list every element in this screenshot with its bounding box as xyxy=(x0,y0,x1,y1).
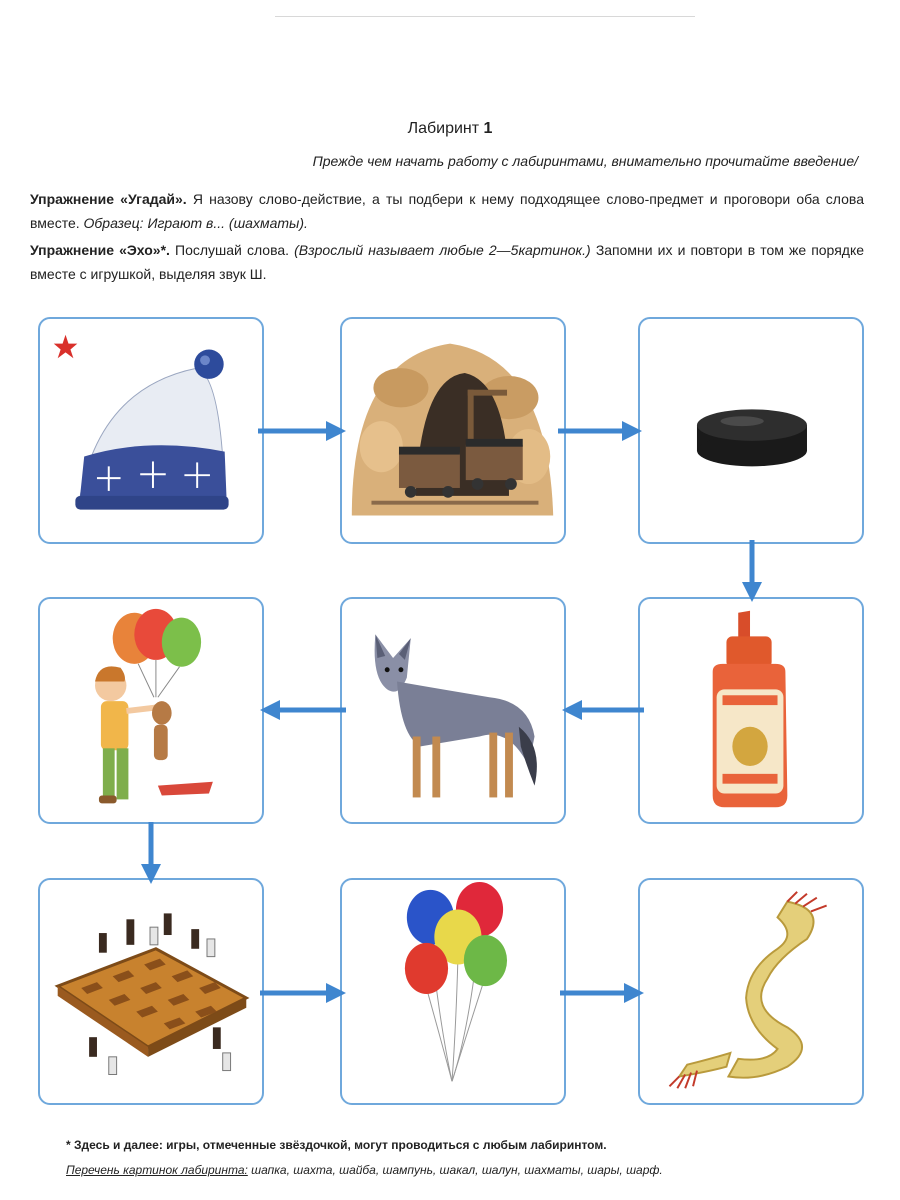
exercise-guess xyxy=(30,187,864,235)
mine-picture xyxy=(342,319,564,542)
card-boy xyxy=(38,597,264,824)
star-icon xyxy=(54,335,78,359)
intro-note: Прежде чем начать работу с лабиринтами, внимательно прочитайте введение/ xyxy=(312,153,858,169)
page-title xyxy=(0,120,900,138)
card-scarf xyxy=(638,878,864,1105)
top-rule xyxy=(275,16,695,17)
card-hat xyxy=(38,317,264,544)
boy-picture xyxy=(40,599,262,822)
picture-list-label: Перечень картинок лабиринта: xyxy=(66,1163,248,1177)
puck-picture xyxy=(640,319,862,542)
shampoo-picture xyxy=(640,599,862,822)
card-jackal xyxy=(340,597,566,824)
title-number: 1 xyxy=(483,120,493,137)
exercise-echo xyxy=(30,238,864,286)
exercise-guess-name: Упражнение «Угадай». xyxy=(30,191,187,207)
card-chess xyxy=(38,878,264,1105)
title-text: Лабиринт xyxy=(407,120,480,137)
picture-list xyxy=(66,1163,663,1177)
card-balloons xyxy=(340,878,566,1105)
exercise-echo-note: (Взрослый называет любые 2—5картинок.) xyxy=(294,242,591,258)
card-mine xyxy=(340,317,566,544)
scarf-picture xyxy=(640,880,862,1103)
hat-picture xyxy=(40,319,262,542)
card-shampoo xyxy=(638,597,864,824)
balloons-picture xyxy=(342,880,564,1103)
footnote: * Здесь и далее: игры, отмеченные звёздочкой, могут проводиться с любым лабиринтом. xyxy=(66,1138,607,1152)
chess-picture xyxy=(40,880,262,1103)
jackal-picture xyxy=(342,599,564,822)
exercise-echo-text2: Запомни их и повтори в том же порядке вместе с игрушкой, выделяя звук Ш. xyxy=(30,242,865,282)
exercise-guess-text: Я назову слово-действие, а ты подбери к нему подходящее слово-предмет и проговори оба слова вместе. xyxy=(30,191,864,231)
exercise-echo-name: Упражнение «Эхо»*. xyxy=(30,242,170,258)
card-puck xyxy=(638,317,864,544)
exercise-echo-text: Послушай слова. xyxy=(169,242,295,258)
picture-list-items: шапка, шахта, шайба, шампунь, шакал, шалун, шахматы, шары, шарф. xyxy=(247,1163,663,1177)
exercise-guess-sample: Образец: Играют в... (шахматы). xyxy=(83,215,308,231)
